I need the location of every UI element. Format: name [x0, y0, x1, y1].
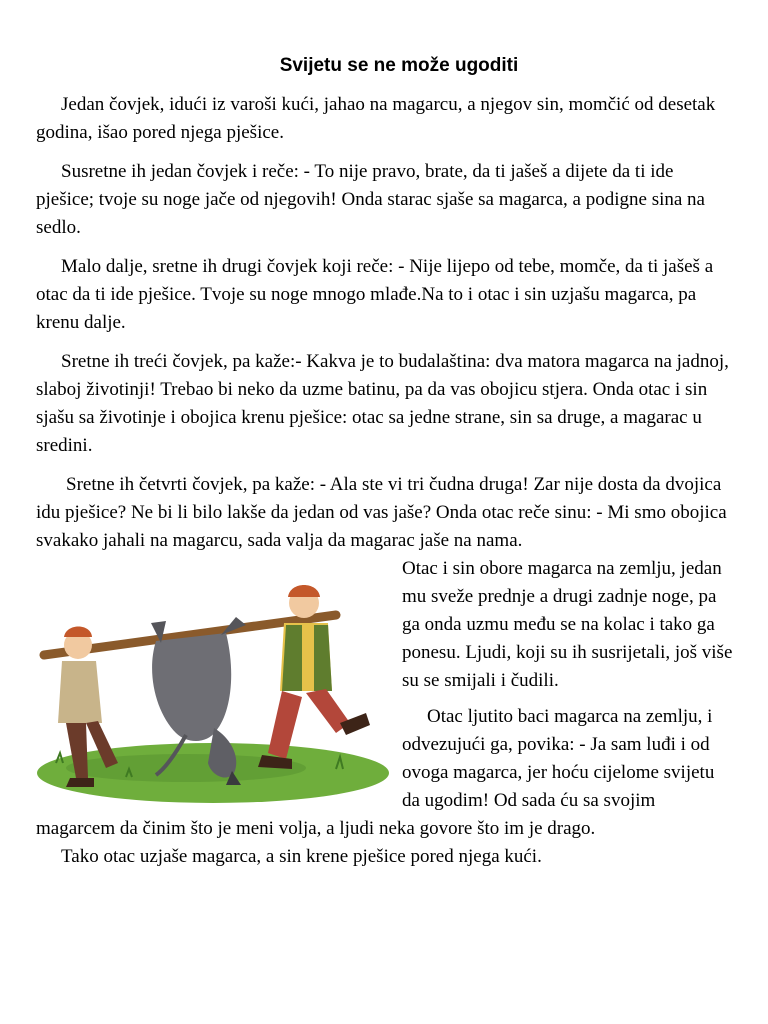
document-title: Svijetu se ne može ugoditi — [279, 55, 519, 76]
paragraph-7: Otac ljutito baci magarca na zemlju, i odvezujući ga, povika: - Ja sam luđi i od ovoga magarca, jer hoću cijelome svijetu da ugodim! Od sada ću sa svojim magarcem da činim što je meni volja, a ljudi neka govore što im je drago. — [36, 706, 715, 839]
paragraph-4: Sretne ih treći čovjek, pa kaže:- Kakva je to budalaština: dva matora magarca na jadnoj, slaboj životinji! Trebao bi neko da uzme batinu, pa da vas obojicu stjera. Onda otac i sin sjašu sa životinje i obojica krenu pješice: otac sa jedne strane, sin sa druge, a magarac u sredini. — [36, 351, 729, 456]
document-page — [36, 52, 736, 871]
paragraph-2: Susretne ih jedan čovjek i reče: - To nije pravo, brate, da ti jašeš a dijete da ti ide pješice; tvoje su noge jače od njegovih! Onda starac sjaše sa magarca, a podigne sina na sedlo. — [36, 161, 705, 238]
paragraph-5: Sretne ih četvrti čovjek, pa kaže: - Ala ste vi tri čudna druga! Zar nije dosta da dvojica idu pješice? Ne bi li bilo lakše da jedan od vas jaše? Onda otac reče sinu: - Mi smo obojica svakako jahali na magarcu, sada valja da magarac jaše na nama. — [36, 474, 727, 551]
men-carrying-donkey-illustration — [36, 563, 390, 803]
father-figure — [258, 585, 370, 769]
illustration-svg — [36, 563, 390, 803]
paragraph-6: Otac i sin obore magarca na zemlju, jedan mu sveže prednje a drugi zadnje noge, pa ga onda uzmu među se na kolac i tako ga ponesu. Ljudi, koji su ih susrijetali, još više su se smijali i čudili. — [402, 558, 733, 691]
paragraph-8: Tako otac uzjaše magarca, a sin krene pješice pored njega kući. — [61, 846, 542, 867]
paragraph-3: Malo dalje, sretne ih drugi čovjek koji reče: - Nije lijepo od tebe, momče, da ti jašeš a otac da ti ide pješice. Tvoje su noge mnogo mlađe.Na to i otac i sin uzjašu magarca, pa krenu dalje. — [36, 256, 714, 333]
paragraph-1: Jedan čovjek, idući iz varoši kući, jahao na magarcu, a njegov sin, momčić od desetak godina, išao pored njega pješice. — [36, 94, 716, 143]
